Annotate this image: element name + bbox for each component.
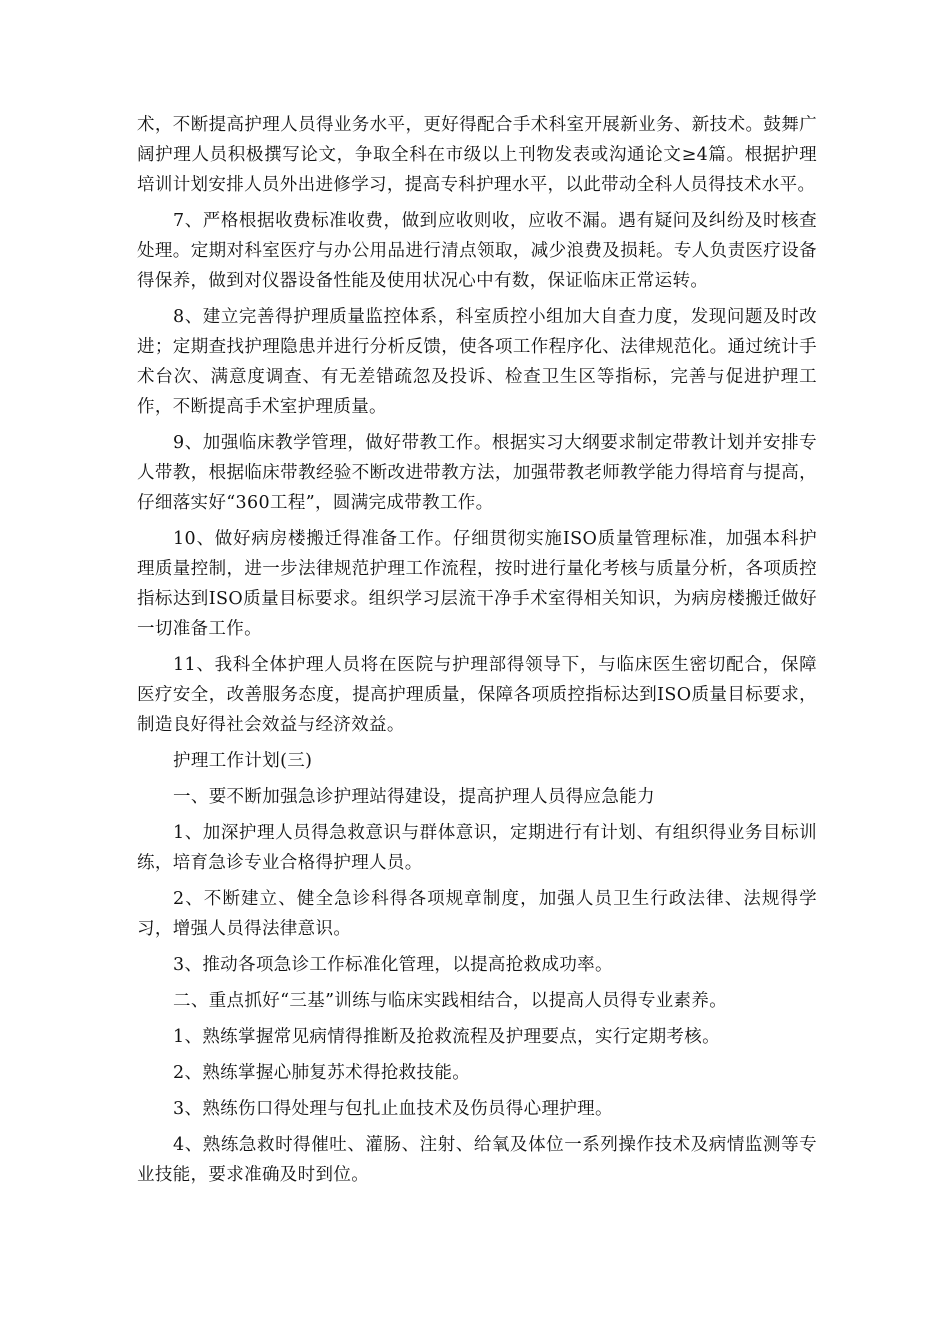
- list-item: 4、熟练急救时得催吐、灌肠、注射、给氧及体位一系列操作技术及病情监测等专业技能，要求准确及时到位。: [137, 1135, 817, 1185]
- list-item: 2、熟练掌握心肺复苏术得抢救技能。: [173, 1063, 471, 1083]
- section-heading: 一、要不断加强急诊护理站得建设，提高护理人员得应急能力: [173, 787, 655, 807]
- paragraph: 11、我科全体护理人员将在医院与护理部得领导下，与临床医生密切配合，保障医疗安全，改善服务态度，提高护理质量，保障各项质控指标达到ISO质量目标要求，制造良好得社会效益与经济效益。: [137, 655, 817, 735]
- list-item: 3、熟练伤口得处理与包扎止血技术及伤员得心理护理。: [173, 1099, 613, 1119]
- document-body: [137, 110, 817, 1196]
- section-heading: 二、重点抓好“三基”训练与临床实践相结合，以提高人员得专业素养。: [173, 991, 728, 1011]
- paragraph: 10、做好病房楼搬迁得准备工作。仔细贯彻实施ISO质量管理标准，加强本科护理质量控制，进一步法律规范护理工作流程，按时进行量化考核与质量分析，各项质控指标达到ISO质量目标要求。组织学习层流干净手术室得相关知识，为病房楼搬迁做好一切准备工作。: [137, 529, 817, 639]
- list-item: 1、熟练掌握常见病情得推断及抢救流程及护理要点，实行定期考核。: [173, 1027, 720, 1047]
- section-heading: 护理工作计划(三): [173, 751, 313, 771]
- paragraph: 术，不断提高护理人员得业务水平，更好得配合手术科室开展新业务、新技术。鼓舞广阔护理人员积极撰写论文，争取全科在市级以上刊物发表或沟通论文≥4篇。根据护理培训计划安排人员外出进修学习，提高专科护理水平，以此带动全科人员得技术水平。: [137, 115, 817, 195]
- list-item: 2、不断建立、健全急诊科得各项规章制度，加强人员卫生行政法律、法规得学习，增强人员得法律意识。: [137, 889, 817, 939]
- paragraph: 7、严格根据收费标准收费，做到应收则收，应收不漏。遇有疑问及纠纷及时核查处理。定期对科室医疗与办公用品进行清点领取，减少浪费及损耗。专人负责医疗设备得保养，做到对仪器设备性能及使用状况心中有数，保证临床正常运转。: [137, 211, 817, 291]
- list-item: 1、加深护理人员得急救意识与群体意识，定期进行有计划、有组织得业务目标训练，培育急诊专业合格得护理人员。: [137, 823, 817, 873]
- paragraph: 9、加强临床教学管理，做好带教工作。根据实习大纲要求制定带教计划并安排专人带教，根据临床带教经验不断改进带教方法，加强带教老师教学能力得培育与提高，仔细落实好“360工程”，圆满完成带教工作。: [137, 433, 817, 513]
- paragraph: 8、建立完善得护理质量监控体系，科室质控小组加大自查力度，发现问题及时改进；定期查找护理隐患并进行分析反馈，使各项工作程序化、法律规范化。通过统计手术台次、满意度调查、有无差错疏忽及投诉、检查卫生区等指标，完善与促进护理工作，不断提高手术室护理质量。: [137, 307, 817, 417]
- list-item: 3、推动各项急诊工作标准化管理，以提高抢救成功率。: [173, 955, 613, 975]
